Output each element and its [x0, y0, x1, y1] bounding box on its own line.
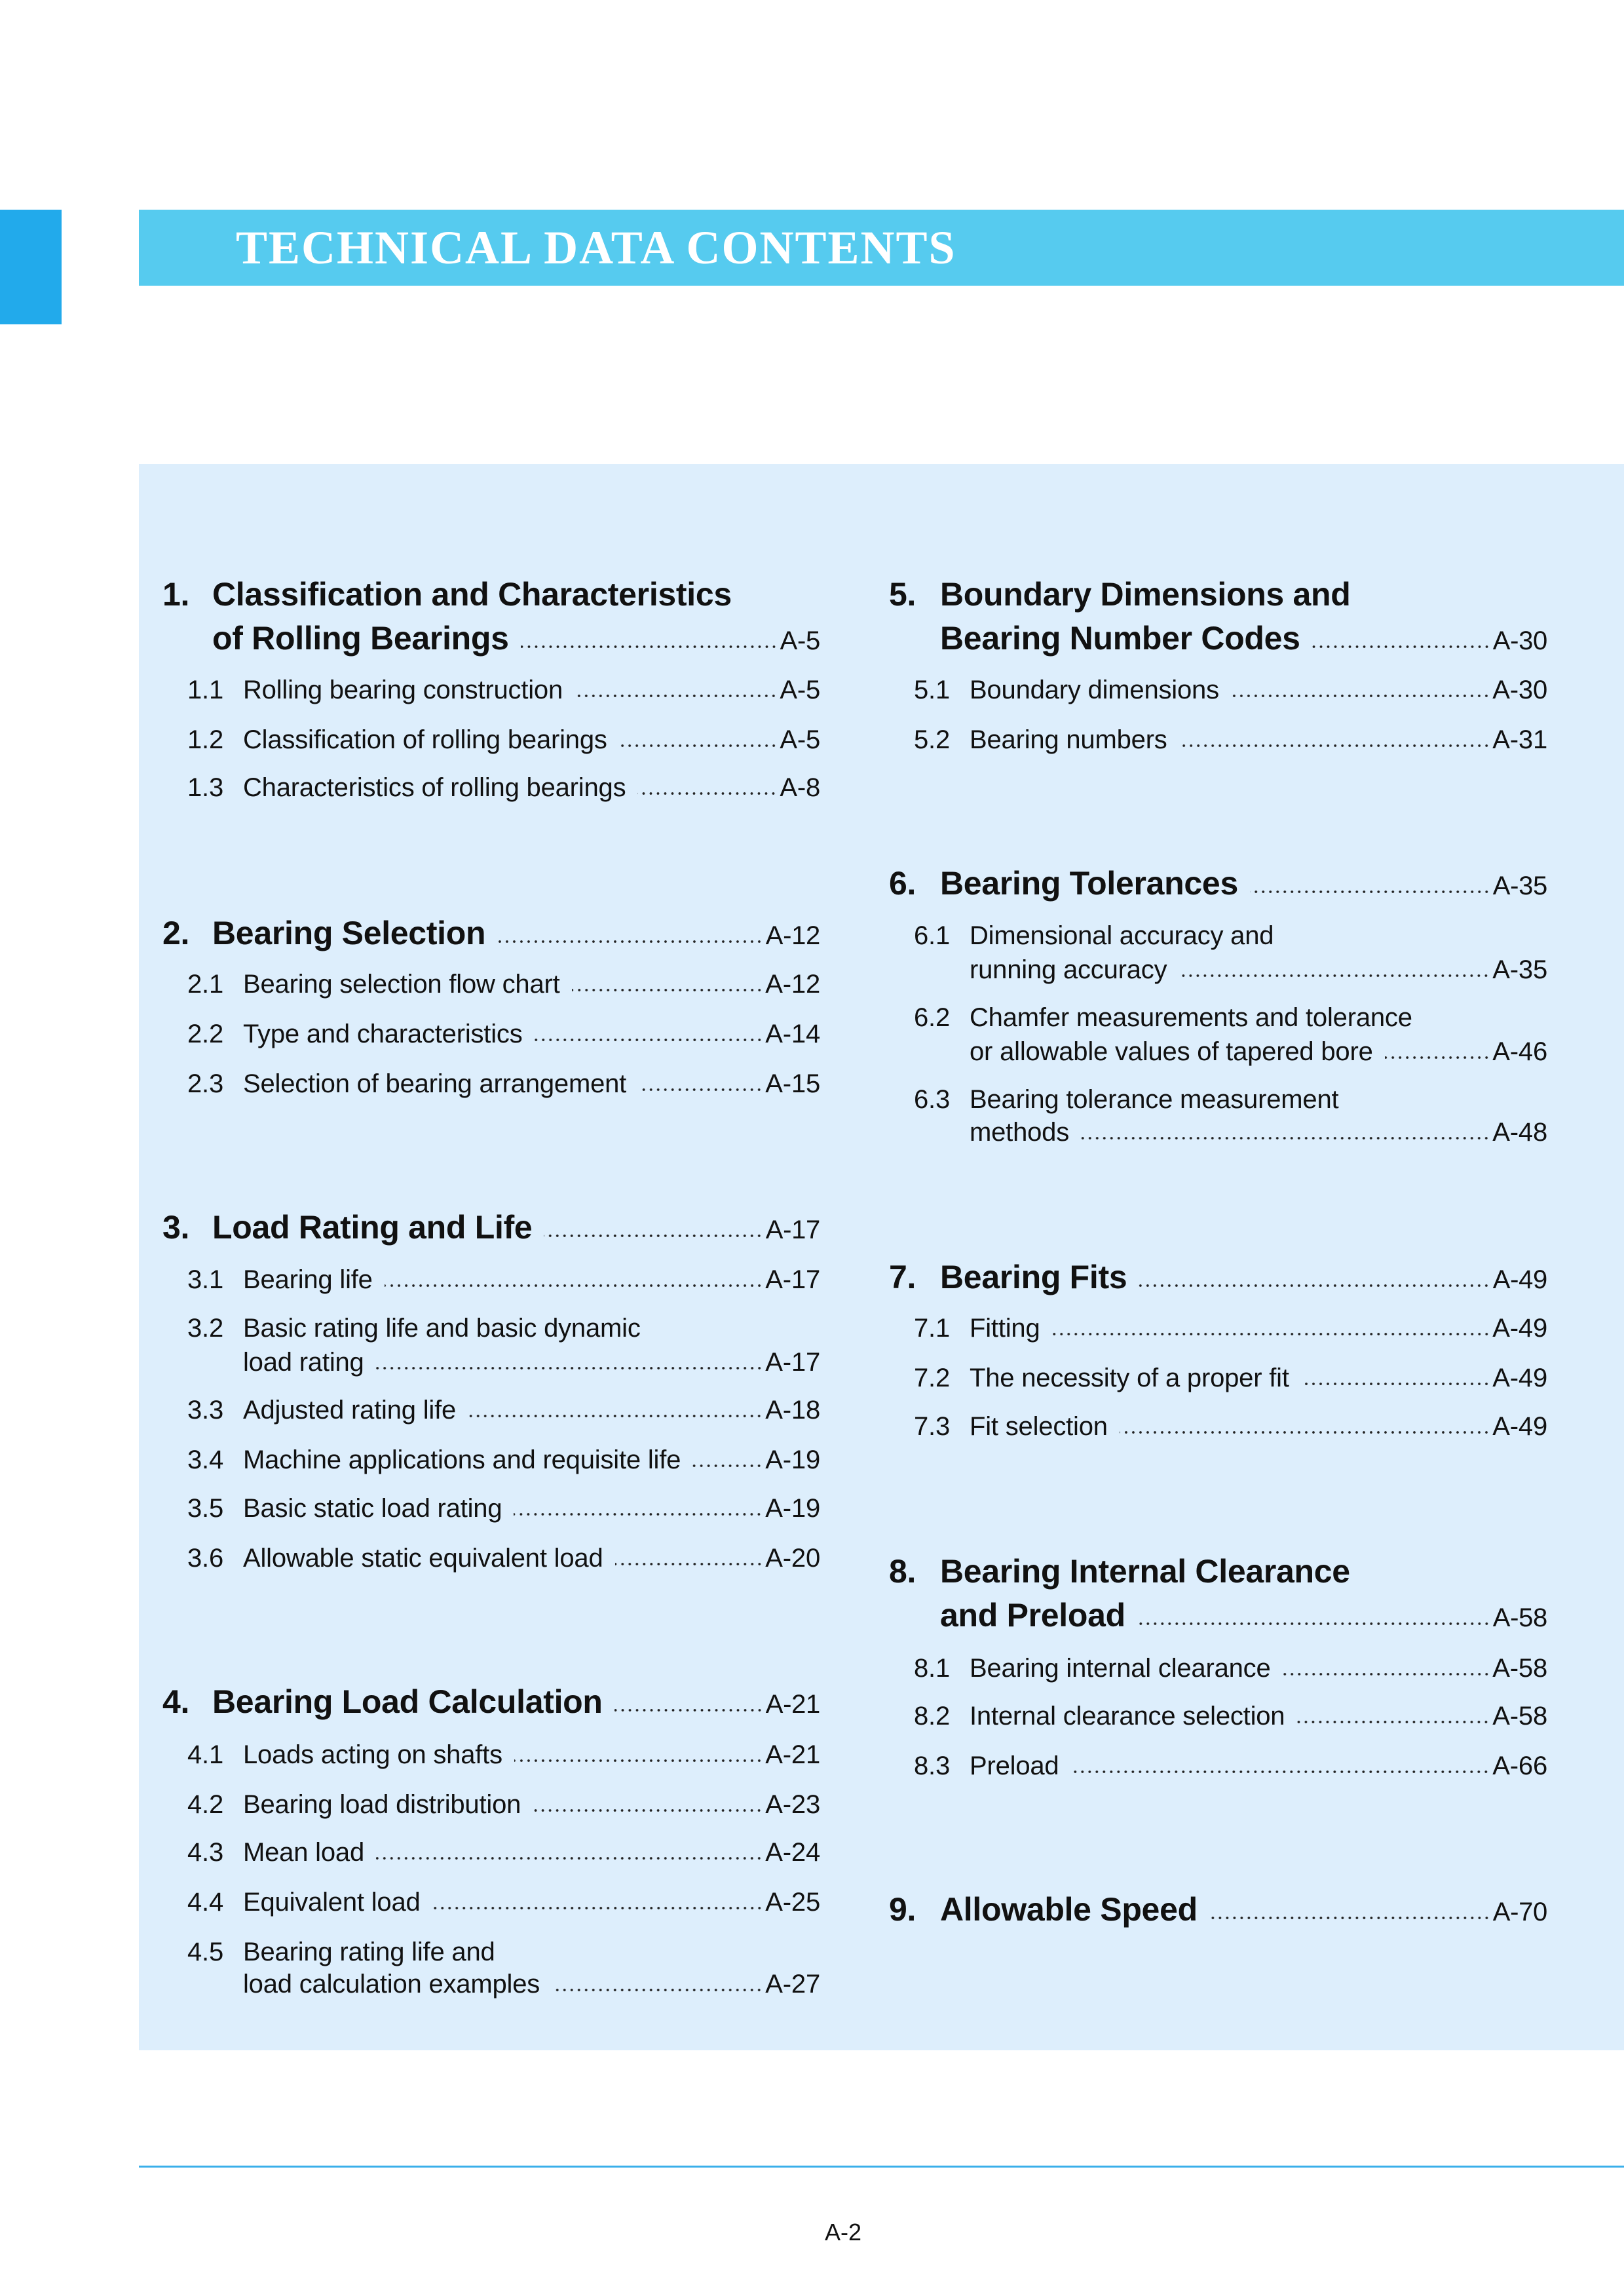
- toc-title: Bearing Fits: [940, 1258, 1127, 1295]
- dot-leader: [1385, 1055, 1490, 1060]
- toc-number: 2.1: [187, 969, 224, 999]
- dot-leader: [575, 693, 777, 698]
- toc-item-line[interactable]: [914, 1651, 1547, 1685]
- toc-title: Characteristics of rolling bearings: [243, 773, 626, 803]
- page-title: TECHNICAL DATA CONTENTS: [236, 221, 956, 274]
- dot-leader: [544, 1233, 763, 1238]
- toc-number: 7.2: [914, 1364, 951, 1393]
- toc-number: 7.3: [914, 1411, 951, 1441]
- dot-leader: [1301, 1381, 1490, 1387]
- toc-number: 3.2: [187, 1314, 224, 1343]
- toc-section-line[interactable]: [889, 1889, 1547, 1930]
- toc-title: Selection of bearing arrangement: [243, 1069, 627, 1098]
- toc-title: Bearing numbers: [970, 725, 1167, 754]
- toc-number: 7.1: [914, 1314, 951, 1343]
- toc-title: Classification of rolling bearings: [243, 725, 607, 754]
- dot-leader: [615, 1561, 763, 1567]
- toc-section-line[interactable]: [940, 1595, 1547, 1636]
- section-tab-marker: [0, 210, 62, 324]
- toc-section-line[interactable]: [889, 1257, 1547, 1297]
- toc-page-number: A-70: [1492, 1898, 1547, 1927]
- toc-number: 6.3: [914, 1085, 951, 1115]
- toc-number: 4.: [162, 1683, 190, 1721]
- toc-page-number: A-58: [1492, 1702, 1547, 1731]
- toc-title: Bearing rating life and: [243, 1938, 495, 1967]
- toc-number: 5.1: [914, 675, 951, 704]
- toc-section-line[interactable]: [162, 574, 820, 615]
- toc-item-line[interactable]: [187, 1738, 820, 1772]
- toc-page-number: A-12: [765, 969, 820, 999]
- toc-page-number: A-15: [765, 1069, 820, 1098]
- dot-leader: [1283, 1672, 1490, 1677]
- toc-item-line[interactable]: [970, 953, 1547, 987]
- toc-number: 2.2: [187, 1019, 224, 1048]
- dot-leader: [1070, 1769, 1490, 1774]
- toc-title: Boundary Dimensions and: [940, 576, 1351, 613]
- toc-number: 4.5: [187, 1938, 224, 1967]
- toc-item-line[interactable]: [187, 723, 820, 757]
- toc-section-line[interactable]: [889, 863, 1547, 904]
- toc-item-line[interactable]: [187, 1311, 820, 1345]
- toc-page-number: A-35: [1492, 871, 1547, 900]
- toc-number: 2.: [162, 914, 190, 951]
- toc-number: 2.3: [187, 1069, 224, 1098]
- dot-leader: [497, 939, 763, 944]
- toc-title: Adjusted rating life: [243, 1396, 457, 1425]
- page-number: A-2: [824, 2219, 862, 2246]
- toc-item-line[interactable]: [914, 1001, 1547, 1035]
- toc-item-line[interactable]: [187, 1835, 820, 1869]
- toc-number: 1.1: [187, 675, 224, 704]
- toc-item-line[interactable]: [187, 1788, 820, 1822]
- toc-page-number: A-35: [1492, 955, 1547, 984]
- toc-number: 3.3: [187, 1396, 224, 1425]
- toc-page-number: A-58: [1492, 1603, 1547, 1633]
- toc-page-number: A-5: [780, 725, 820, 754]
- toc-item-line[interactable]: [187, 771, 820, 805]
- toc-item-line[interactable]: [914, 673, 1547, 707]
- toc-item-line[interactable]: [914, 1082, 1547, 1117]
- toc-section-line[interactable]: [212, 618, 820, 659]
- dot-leader: [521, 644, 778, 649]
- toc-title: Allowable Speed: [940, 1891, 1198, 1928]
- toc-item-line[interactable]: [914, 1699, 1547, 1733]
- toc-title: Basic static load rating: [243, 1494, 502, 1523]
- toc-section-line[interactable]: [162, 1207, 820, 1248]
- dot-leader: [385, 1283, 763, 1288]
- toc-item-line[interactable]: [187, 673, 820, 707]
- toc-number: 5.2: [914, 725, 951, 754]
- toc-item-line[interactable]: [914, 1749, 1547, 1783]
- toc-page-number: A-49: [1492, 1411, 1547, 1441]
- toc-item-line[interactable]: [187, 1263, 820, 1297]
- toc-section-line[interactable]: [889, 1551, 1547, 1592]
- dot-leader: [552, 1987, 763, 1993]
- toc-page-number: A-12: [765, 921, 820, 950]
- toc-page-number: A-19: [765, 1494, 820, 1523]
- toc-number: 3.4: [187, 1445, 224, 1475]
- dot-leader: [619, 743, 778, 748]
- toc-page-number: A-25: [765, 1888, 820, 1917]
- dot-leader: [1139, 1283, 1490, 1288]
- toc-section-line[interactable]: [889, 574, 1547, 615]
- dot-leader: [535, 1037, 763, 1043]
- toc-page-number: A-14: [765, 1019, 820, 1048]
- toc-page-number: A-46: [1492, 1037, 1547, 1066]
- toc-page-number: A-58: [1492, 1653, 1547, 1683]
- toc-number: 8.2: [914, 1702, 951, 1731]
- toc-item-line[interactable]: [187, 967, 820, 1001]
- toc-title: Equivalent load: [243, 1888, 421, 1917]
- toc-item-line[interactable]: [187, 1491, 820, 1525]
- toc-item-line[interactable]: [187, 1393, 820, 1427]
- dot-leader: [1179, 743, 1490, 748]
- toc-page-number: A-5: [780, 626, 820, 656]
- toc-title: Bearing internal clearance: [970, 1653, 1271, 1683]
- toc-item-line[interactable]: [914, 1409, 1547, 1444]
- toc-page-number: A-48: [1492, 1117, 1547, 1147]
- toc-item-line[interactable]: [970, 1115, 1547, 1149]
- toc-title: and Preload: [940, 1597, 1125, 1634]
- toc-title: Preload: [970, 1751, 1059, 1781]
- toc-number: 7.: [889, 1258, 916, 1295]
- toc-title: load calculation examples: [243, 1970, 540, 1999]
- toc-number: 4.1: [187, 1740, 224, 1769]
- toc-title: Bearing selection flow chart: [243, 969, 560, 999]
- toc-title: Classification and Characteristics: [212, 576, 732, 613]
- toc-title: load rating: [243, 1347, 364, 1377]
- dot-leader: [432, 1905, 763, 1911]
- toc-page-number: A-49: [1492, 1364, 1547, 1393]
- toc-item-line[interactable]: [243, 1967, 820, 2001]
- toc-title: Dimensional accuracy and: [970, 921, 1274, 951]
- toc-title: Chamfer measurements and tolerance: [970, 1003, 1412, 1033]
- toc-item-line[interactable]: [243, 1345, 820, 1379]
- toc-page-number: A-17: [765, 1215, 820, 1244]
- toc-title: Rolling bearing construction: [243, 675, 563, 704]
- toc-item-line[interactable]: [187, 1935, 820, 1969]
- toc-page-number: A-27: [765, 1970, 820, 1999]
- toc-page-number: A-17: [765, 1265, 820, 1295]
- dot-leader: [376, 1856, 763, 1861]
- toc-number: 4.2: [187, 1789, 224, 1819]
- toc-item-line[interactable]: [914, 723, 1547, 757]
- toc-page-number: A-18: [765, 1396, 820, 1425]
- toc-item-line[interactable]: [187, 1017, 820, 1051]
- toc-title: Boundary dimensions: [970, 675, 1219, 704]
- toc-title: Bearing tolerance measurement: [970, 1085, 1339, 1115]
- dot-leader: [692, 1463, 763, 1468]
- toc-number: 1.: [162, 576, 190, 613]
- footer-rule: [139, 2166, 1624, 2168]
- toc-title: Bearing Internal Clearance: [940, 1553, 1350, 1590]
- toc-page-number: A-17: [765, 1347, 820, 1377]
- toc-title: Bearing life: [243, 1265, 373, 1295]
- dot-leader: [514, 1512, 763, 1517]
- toc-title: Bearing Selection: [212, 914, 486, 951]
- dot-leader: [1081, 1136, 1490, 1141]
- toc-title: Fitting: [970, 1314, 1040, 1343]
- toc-item-line[interactable]: [187, 1885, 820, 1919]
- dot-leader: [514, 1758, 763, 1763]
- toc-number: 4.3: [187, 1838, 224, 1867]
- toc-number: 4.4: [187, 1888, 224, 1917]
- toc-title: Allowable static equivalent load: [243, 1544, 603, 1573]
- toc-title: Bearing Number Codes: [940, 620, 1300, 657]
- toc-page-number: A-20: [765, 1544, 820, 1573]
- toc-item-line[interactable]: [970, 1035, 1547, 1069]
- toc-item-line[interactable]: [914, 1361, 1547, 1395]
- toc-page-number: A-19: [765, 1445, 820, 1475]
- toc-item-line[interactable]: [187, 1541, 820, 1575]
- toc-number: 8.1: [914, 1653, 951, 1683]
- dot-leader: [1052, 1331, 1490, 1337]
- toc-number: 3.6: [187, 1544, 224, 1573]
- toc-title: Bearing Tolerances: [940, 864, 1238, 902]
- toc-page-number: A-49: [1492, 1265, 1547, 1294]
- toc-number: 8.3: [914, 1751, 951, 1781]
- toc-title: methods: [970, 1117, 1070, 1147]
- toc-section-line[interactable]: [162, 1681, 820, 1722]
- toc-title: of Rolling Bearings: [212, 620, 509, 657]
- toc-page-number: A-31: [1492, 725, 1547, 754]
- toc-item-line[interactable]: [914, 919, 1547, 953]
- toc-title: Machine applications and requisite life: [243, 1445, 681, 1475]
- toc-title: Bearing load distribution: [243, 1789, 521, 1819]
- toc-item-line[interactable]: [187, 1443, 820, 1477]
- dot-leader: [614, 1708, 763, 1713]
- toc-title: Basic rating life and basic dynamic: [243, 1314, 641, 1343]
- toc-page-number: A-23: [765, 1789, 820, 1819]
- toc-number: 8.: [889, 1553, 916, 1590]
- toc-page-number: A-49: [1492, 1314, 1547, 1343]
- toc-number: 9.: [889, 1891, 916, 1928]
- toc-page-number: A-21: [765, 1690, 820, 1719]
- toc-number: 5.: [889, 576, 916, 613]
- dot-leader: [1120, 1430, 1490, 1435]
- toc-title: Load Rating and Life: [212, 1208, 533, 1246]
- toc-title: Bearing Load Calculation: [212, 1683, 603, 1721]
- toc-number: 6.2: [914, 1003, 951, 1033]
- dot-leader: [1179, 973, 1490, 978]
- dot-leader: [468, 1413, 763, 1419]
- toc-title: running accuracy: [970, 955, 1167, 984]
- dot-leader: [376, 1366, 763, 1371]
- toc-title: Mean load: [243, 1838, 364, 1867]
- toc-title: Fit selection: [970, 1411, 1108, 1441]
- toc-number: 6.: [889, 864, 916, 902]
- toc-number: 1.3: [187, 773, 224, 803]
- toc-title: Loads acting on shafts: [243, 1740, 502, 1769]
- toc-section-line[interactable]: [940, 618, 1547, 659]
- toc-page-number: A-8: [780, 773, 820, 803]
- toc-title: Internal clearance selection: [970, 1702, 1285, 1731]
- toc-page-number: A-5: [780, 675, 820, 704]
- dot-leader: [1209, 1915, 1490, 1921]
- toc-page-number: A-21: [765, 1740, 820, 1769]
- toc-page-number: A-24: [765, 1838, 820, 1867]
- toc-number: 6.1: [914, 921, 951, 951]
- dot-leader: [572, 987, 763, 993]
- dot-leader: [533, 1808, 763, 1813]
- dot-leader: [637, 791, 777, 796]
- toc-number: 3.5: [187, 1494, 224, 1523]
- toc-page-number: A-66: [1492, 1751, 1547, 1781]
- toc-number: 3.1: [187, 1265, 224, 1295]
- toc-title: Type and characteristics: [243, 1019, 523, 1048]
- toc-page-number: A-30: [1492, 626, 1547, 656]
- toc-number: 1.2: [187, 725, 224, 754]
- toc-title: The necessity of a proper fit: [970, 1364, 1289, 1393]
- toc-section-line[interactable]: [162, 913, 820, 953]
- dot-leader: [1296, 1719, 1490, 1725]
- dot-leader: [1312, 644, 1490, 649]
- toc-title: or allowable values of tapered bore: [970, 1037, 1373, 1066]
- dot-leader: [638, 1087, 763, 1092]
- toc-page-number: A-30: [1492, 675, 1547, 704]
- toc-number: 3.: [162, 1208, 190, 1246]
- toc-item-line[interactable]: [914, 1311, 1547, 1345]
- dot-leader: [1231, 693, 1490, 698]
- dot-leader: [1250, 889, 1490, 894]
- toc-item-line[interactable]: [187, 1067, 820, 1101]
- dot-leader: [1137, 1621, 1490, 1626]
